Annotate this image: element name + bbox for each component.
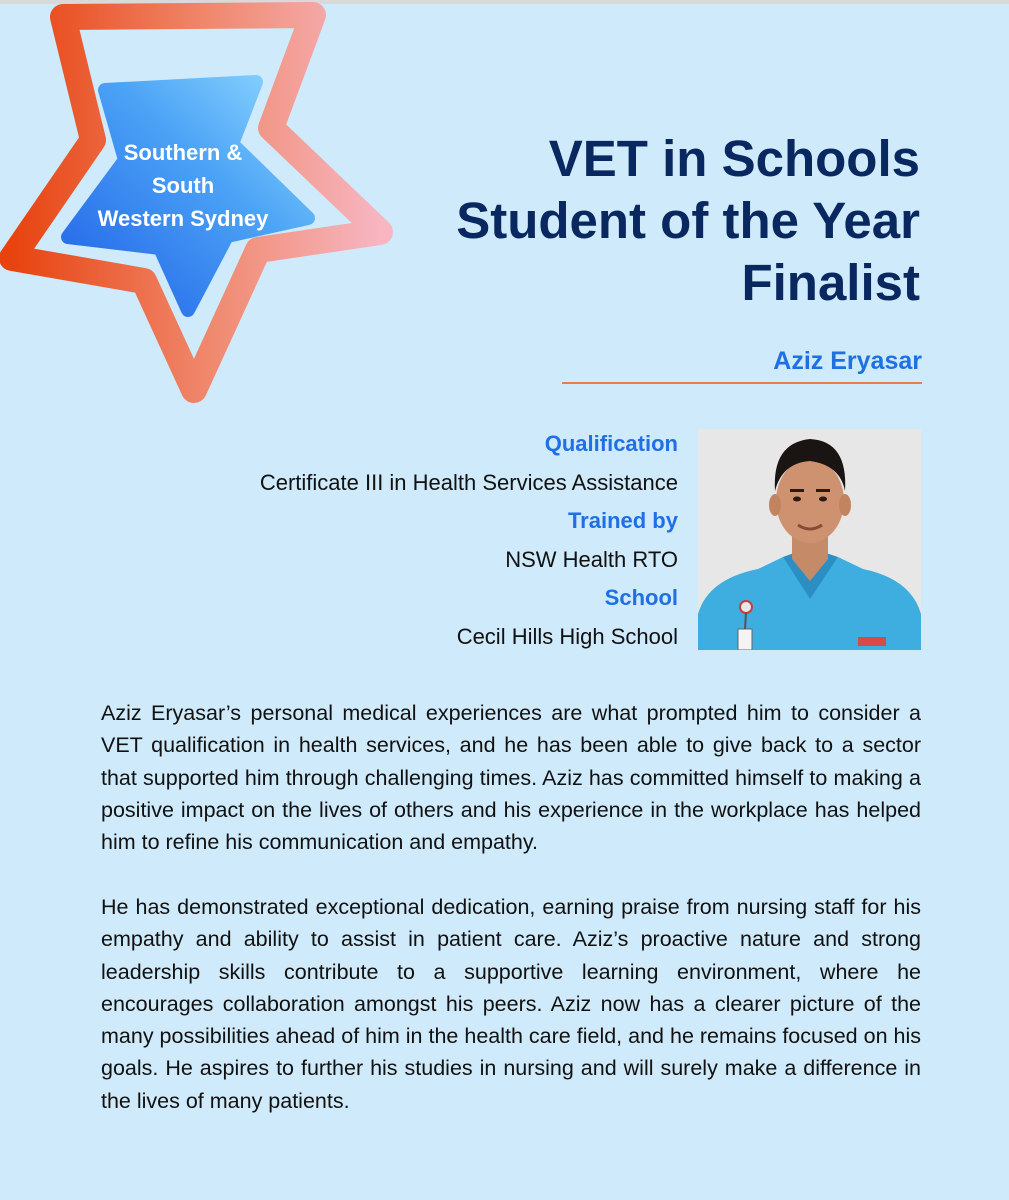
trained-by-value: NSW Health RTO xyxy=(505,547,678,572)
title-line: VET in Schools xyxy=(548,130,920,187)
title-line: Finalist xyxy=(741,254,920,311)
student-bio xyxy=(101,697,921,1150)
student-name: Aziz Eryasar xyxy=(773,347,922,375)
qualification-value: Certificate III in Health Services Assistance xyxy=(259,470,678,495)
student-details xyxy=(118,424,678,655)
title-line: Student of the Year xyxy=(456,192,920,249)
bio-paragraph: He has demonstrated exceptional dedication, earning praise from nursing staff for his empathy and ability to assist in patient care. Aziz’s proactive nature and strong leadership skills contribute to a supportive learning environment, where he encourages collaboration amongst his peers. Aziz now has a clearer picture of the many possibilities ahead of him in the health care field, and he remains focused on his goals. He aspires to further his studies in nursing and will surely make a difference in the lives of many patients. xyxy=(101,894,921,1113)
student-portrait xyxy=(698,429,921,650)
bio-paragraph: Aziz Eryasar’s personal medical experiences are what prompted him to consider a VET qualification in health services, and he has been able to give back to a sector that supported him through challenging times. Aziz has committed himself to making a positive impact on the lives of others and his experience in the workplace has helped him to refine his communication and empathy. xyxy=(101,701,921,855)
region-label-line: South xyxy=(151,173,215,198)
school-value: Cecil Hills High School xyxy=(456,624,678,649)
region-label-line: Western Sydney xyxy=(97,206,269,231)
trained-by-label: Trained by xyxy=(567,508,678,533)
school-label: School xyxy=(604,585,678,610)
region-star-badge xyxy=(0,0,420,420)
region-label-line: Southern & xyxy=(123,140,243,165)
name-divider xyxy=(562,382,922,384)
qualification-label: Qualification xyxy=(544,431,678,456)
student-photo xyxy=(698,429,921,650)
page-title xyxy=(360,128,920,314)
region-label xyxy=(60,136,306,235)
